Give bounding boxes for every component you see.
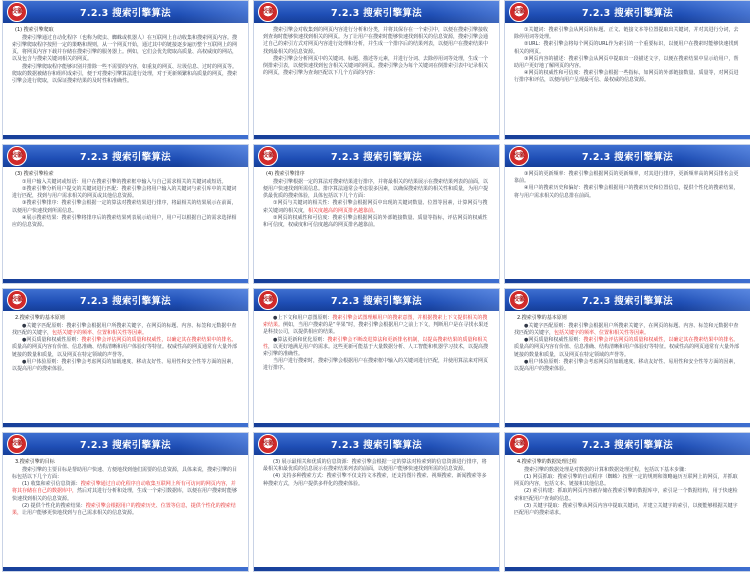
slide-body [505,167,750,200]
paragraph [12,186,239,200]
slide-header [505,1,750,23]
header-decoration [680,433,750,455]
paragraph [514,70,741,84]
paragraph [263,56,490,78]
paragraph [514,41,741,55]
highlighted-text: 搜索引擎会评估网页的质量和权威性，以确定其在搜索结果中的排名。 [81,337,237,344]
paragraph-text: (1) 收集和索引信息资源： [22,481,81,488]
logo-text: 校徽 [512,440,525,447]
paragraph [514,171,741,185]
slide-body [505,455,750,517]
paragraph [514,323,741,337]
logo-text: 校徽 [512,8,525,15]
slide-thumbnail-12[interactable] [504,432,750,572]
paragraph-text: 让用户能够更快地找到与自己需求相关的信息资源。 [22,509,138,516]
slide-thumbnail-9[interactable] [504,288,750,428]
slide-body [254,23,499,77]
paragraph-text: (3) 搜索引擎检索 [15,171,54,177]
header-decoration [429,1,499,23]
slide-header [254,145,499,167]
university-logo-icon [258,434,278,454]
paragraph-text: ④用户的搜索历史和偏好：搜索引擎会根据用户的搜索历史和位置信息，提供个性化的搜索结果，将与用户需求相关的信息排在前面。 [514,185,739,199]
slide-title: 7.2.3 搜索引擎算法 [331,8,422,19]
slide-header [505,145,750,167]
slide-footer-bar [505,135,750,139]
slide-footer-bar [505,567,750,571]
slide-body [3,23,248,85]
paragraph [263,337,490,359]
paragraph [263,27,490,56]
university-logo-icon [509,146,529,166]
slide-title: 7.2.3 搜索引擎算法 [582,152,673,163]
logo-text: 校徽 [261,152,274,159]
paragraph-text: ③搜索引擎排序：搜索引擎会根据一定的算法对搜索结果进行排序，将最相关的结果展示在前面，以便用户快速找到所需信息。 [12,200,237,214]
logo-text: 校徽 [10,296,23,303]
paragraph-text: ②URL：搜索引擎会将每个网页的URL作为索引的一个重要标识，以便用户在搜索时能够快速找到相关的网页。 [514,41,739,55]
section-heading [12,315,239,322]
section-heading [263,171,490,178]
paragraph-text: 2.搜索引擎的基本原则 [15,315,65,321]
paragraph [263,200,490,214]
paragraph-text: 搜索引擎会分析网页中的关键词、标题、描述等元素，并进行分词、去除停用词等处理，生成一个倒排索引表，以便快速找到包含相关关键词的网页。搜索引擎会为每个关键词在倒排索引表中记录相关的网页，搜索引擎为查询匹配以下几个方面的内容： [263,55,489,77]
university-logo-icon [509,290,529,310]
logo-text: 校徽 [261,296,274,303]
slide-title: 7.2.3 搜索引擎算法 [582,440,673,451]
paragraph [12,481,239,503]
section-heading [12,171,239,178]
highlighted-text: 搜索引擎会不断改进算法和更新排名机制，以提高搜索结果的质量和相关性 [263,336,488,350]
paragraph-text: 搜索引擎会对收集到的网页内容进行分析和分类，并将其保存在一个索引中，以便在搜索引擎接收到查询时能够快速找到相关的网页。为了让用户在搜索时能够快速找到相关的信息资源，搜索引擎会通过自己的索引方式对网页内容进行处理和分析，并生成一个排序后的结果列表，以便用户在搜索结果中找到最相关的信息资源。 [263,27,489,55]
slide-body [3,455,248,517]
slide-header [254,433,499,455]
paragraph-text: 搜索引擎的主要目标是帮助用户快速、方便地找到他们需要的信息资源，具体来说，搜索引擎的目标包括以下几个方面： [12,466,238,480]
paragraph-text: ●用户体验原则：搜索引擎会考虑网页的加载速度、移动友好性、易用性和安全性等方面的因素，以提高用户的搜索体验。 [12,358,237,372]
paragraph-text: 搜索引擎根据一定的算法对搜索结果进行排序，并将最相关的结果展示在搜索结果列表的前面，以便用户快速找到所需信息。排序算法通常会考虑很多因素，以确保搜索结果的相关性和质量，为用户提供最优质的搜索体验，具体包括以下几个方面： [263,178,489,200]
slide-footer-bar [254,567,499,571]
paragraph-text: ②网页的权威性和可信度：搜索引擎会根据网页的外部链接数量、质量等指标，评估网页的权威性和可信度，权威度和可信度越高的网页排名越靠前。 [263,214,488,228]
slide-body [254,311,499,373]
paragraph-text: (2) 索引构建：抓取的网页内容被存储在搜索引擎的数据库中，索引是一个数据结构，用于快速检索和匹配用户查询的信息。 [514,488,738,502]
slide-thumbnail-5[interactable] [253,144,500,284]
paragraph [12,323,239,337]
paragraph-text: 搜索引擎通过自动化程序（也称为爬虫、蜘蛛或机器人）在互联网上自动收集和搜索网页内容。搜索引擎爬取程序按照一定的策略和规则，从一个网页开始，通过其中的链接逐步遍历整个互联网上的网页，将网页内容下载并存储在搜索引擎的服务器上。例如，它们会优先爬取高质量、高权威度的网站，以及包含与搜索关键词相关的网页。 [12,34,238,63]
university-logo-icon [509,434,529,454]
slide-thumbnail-8[interactable] [253,288,500,428]
slide-thumbnail-10[interactable] [2,432,249,572]
paragraph [12,503,239,517]
paragraph-text: ③网页的更新频率：搜索引擎会根据网页的更新频率，对其进行排序，更新频率高的网页排名会更靠前。 [514,171,739,185]
slide-footer-bar [505,423,750,427]
university-logo-icon [7,290,27,310]
highlighted-text: 相关度越高的网页排名越靠前。 [308,207,379,214]
slide-header [254,289,499,311]
university-logo-icon [258,146,278,166]
paragraph-text: 3.搜索引擎的目标 [15,459,55,465]
slide-body [254,167,499,229]
paragraph-text: ●关键字匹配原则：搜索引擎会根据用户所搜索关键字，在网页的标题、内容、标签和元数据中查找匹配的关键字， [12,322,237,336]
paragraph [263,358,490,372]
header-decoration [178,1,248,23]
slide-footer-bar [3,423,248,427]
logo-text: 校徽 [512,296,525,303]
highlighted-text: 包括关键字的频率、位置和相关性等因素。 [52,329,148,336]
paragraph-text: ①用户输入关键词或短语：用户在搜索引擎的搜索框中输入与自己需求相关的关键词或短语。 [22,178,227,185]
slide-footer-bar [505,279,750,283]
header-decoration [680,145,750,167]
university-logo-icon [7,2,27,22]
paragraph-text: ●网页质量和权威性原则： [524,337,584,344]
paragraph-text: 然后对其进行分析和处理，生成一个索引数据库，以便在用户搜索时能够快速找到相关的信息资源。 [12,488,238,502]
slide-title: 7.2.3 搜索引擎算法 [80,8,171,19]
paragraph [263,473,490,487]
paragraph-text: ●算法更新和优化原则： [273,336,328,343]
slide-footer-bar [254,279,499,283]
highlighted-text: 包括关键字的频率、位置和相关性等因素。 [554,329,650,336]
logo-text: 校徽 [10,152,23,159]
slide-header [3,1,248,23]
paragraph [12,200,239,214]
paragraph-text: ③网页内容的描述：搜索引擎会从网页中提取出一段描述文字，以便在搜索结果中显示给用户，帮助用户更好地了解网页的内容。 [514,55,739,70]
paragraph-text: 2.搜索引擎的基本原则 [517,315,567,321]
header-decoration [429,289,499,311]
paragraph [12,467,239,481]
paragraph-text: (1) 搜索引擎爬取 [15,27,54,33]
paragraph-text: 质量高的网页内容有价值、信息准确、结构清晰和用户体验好等特征。权威性高的网页通常有大量外部链接的数量和质量，以及网页在特定领域的声誉等。 [12,344,238,358]
slide-footer-bar [3,279,248,283]
slide-body [254,455,499,488]
section-heading [12,459,239,466]
paragraph [263,315,490,337]
paragraph-text: ●用户体验原则：搜索引擎会考虑网页的加载速度、移动友好性、易用性和安全性等方面的因素，以提高用户的搜索体验。 [514,358,739,372]
paragraph-text: ④网页的权威性和可信度：搜索引擎会根据一些指标，如网页的外部链接数量、质量等，对网页进行排序和评估，以便向用户呈现最可信、最权威的信息资源。 [514,70,739,84]
slide-footer-bar [254,423,499,427]
university-logo-icon [258,2,278,22]
paragraph-text: ，以更好地满足用户的需求。这些更新可能基于大量数据分析、人工智能和机器学习技术，以提高搜索引擎的准确性。 [263,343,489,358]
paragraph-text: ①网页与关键词的相关性：搜索引擎会根据网页中出现的关键词数量、位置等因素，计算网页与搜索关键词的相关度， [263,200,488,214]
slide-title: 7.2.3 搜索引擎算法 [331,296,422,307]
paragraph-text: (2) 提供个性化的搜索结果： [22,502,86,509]
paragraph [514,488,741,502]
slide-title: 7.2.3 搜索引擎算法 [80,296,171,307]
paragraph-text: 例如，当用户搜索的是“苹果”时，搜索引擎会根据用户之前上下文，判断用户是在寻找水果还是科技公司，以提供相应的结果。 [263,322,489,336]
paragraph-text: ④展示搜索结果：搜索引擎将排序后的搜索结果列表展示给用户，用户可以根据自己的需求选择相应的信息资源。 [12,214,237,228]
slide-footer-bar [3,567,248,571]
header-decoration [680,289,750,311]
paragraph [514,337,741,359]
paragraph-text: ②搜索引擎分析用户提交的关键词进行匹配：搜索引擎会将用户输入的关键词与索引库中的关键词进行匹配，找到与用户需求相关的网页或其他信息资源。 [12,185,237,200]
paragraph-text: (3) 关键字提取：搜索引擎从网页内容中提取关键词，并建立关键字的索引，以便能够根据关键字匹配用户的搜索请求。 [514,502,738,516]
slide-header [505,289,750,311]
paragraph [12,359,239,373]
university-logo-icon [258,290,278,310]
slide-title: 7.2.3 搜索引擎算法 [582,296,673,307]
slide-title: 7.2.3 搜索引擎算法 [80,440,171,451]
paragraph-text: ●关键字匹配原则：搜索引擎会根据用户所搜索关键字，在网页的标题、内容、标签和元数据中查找匹配的关键字， [514,322,739,336]
slide-header [505,433,750,455]
paragraph-text: (4) 支持多种搜索方式：搜索引擎不仅支持文本搜索，还支持图片搜索、视频搜索、新闻搜索等多种搜索方式，为用户提供多样化的搜索体验。 [263,473,487,487]
highlighted-text: 搜索引擎会评估网页的质量和权威性，以确定其在搜索结果中的排名。 [583,337,739,344]
slide-header [254,1,499,23]
slide-title: 7.2.3 搜索引擎算法 [331,152,422,163]
university-logo-icon [509,2,529,22]
slide-thumbnail-2[interactable] [253,0,500,140]
logo-text: 校徽 [10,8,23,15]
logo-text: 校徽 [261,8,274,15]
paragraph [514,56,741,70]
logo-text: 校徽 [512,152,525,159]
paragraph-text: ●网页质量和权威性原则： [22,337,82,344]
paragraph [12,337,239,359]
section-heading [514,315,741,322]
header-decoration [178,433,248,455]
slide-title: 7.2.3 搜索引擎算法 [331,440,422,451]
section-heading [12,27,239,34]
paragraph [12,64,239,86]
paragraph-text: 4.搜索引擎的数据处理过程 [517,459,577,465]
slide-body [505,23,750,85]
slide-body [3,311,248,373]
paragraph [12,179,239,186]
paragraph [12,35,239,64]
slide-thumbnail-4[interactable] [2,144,249,284]
highlighted-text: 搜索引擎会根据用户的搜索历史、位置等信息，提供个性化的搜索结果， [12,502,236,516]
paragraph [514,467,741,474]
slide-footer-bar [3,135,248,139]
section-heading [514,459,741,466]
slide-thumbnail-7[interactable] [2,288,249,428]
university-logo-icon [7,146,27,166]
paragraph [263,459,490,473]
university-logo-icon [7,434,27,454]
header-decoration [680,1,750,23]
slide-header [3,433,248,455]
slide-header [3,289,248,311]
paragraph [514,185,741,199]
slide-thumbnail-6[interactable] [504,144,750,284]
paragraph-text: 搜索引擎爬取程序能够识别并排除一些不需要的内容，如重复的网页、垃圾信息、过时的网页等。爬取的数据被储存和组织成索引，便于对搜索引擎算法进行处理，对于更新频繁和高质量的网页，搜索引擎会进行爬取，以保证搜索结果的及时性和准确性。 [12,63,238,84]
highlighted-text: 搜索引擎会试图理解用户的搜索意图，并根据搜索上下文提供相关的搜索结果。 [263,315,488,329]
slide-title: 7.2.3 搜索引擎算法 [582,8,673,19]
paragraph [514,474,741,488]
slide-body [3,167,248,229]
slide-header [3,145,248,167]
highlighted-text: 搜索引擎通过自动化程序自动收集互联网上所有可访问的网页内容，并将其存储在自己的数据库中， [12,481,236,495]
header-decoration [429,433,499,455]
slide-thumbnail-11[interactable] [253,432,500,572]
header-decoration [178,145,248,167]
slide-footer-bar [254,135,499,139]
header-decoration [178,289,248,311]
slide-thumbnail-1[interactable] [2,0,249,140]
logo-text: 校徽 [261,440,274,447]
paragraph [514,27,741,41]
paragraph-text: 搜索引擎的数据处理是对数据的计算和数据处理过程，包括以下基本步骤： [524,466,690,473]
header-decoration [429,145,499,167]
paragraph-text: (1) 网页抓取：搜索引擎的自动程序（蜘蛛）按照一定的规则和策略遍历互联网上的网页，并抓取网页的内容，包括文本、链接和其他信息。 [514,473,738,488]
paragraph [263,215,490,229]
slide-body [505,311,750,373]
paragraph-text: ①关键词：搜索引擎会从网页的标题、正文、链接文本等位置提取出关键词，并对其进行分词，去除停用词等处理。 [514,27,739,41]
paragraph [263,179,490,201]
paragraph [514,503,741,517]
paragraph [12,215,239,229]
paragraph-text: (3) 展示最相关和优质的信息资源：搜索引擎会根据一定的算法对检索到的信息资源进行排序，将最相关和最优质的信息展示在搜索结果列表的前面，以便用户能够快速找到所需的信息资源。 [263,459,487,473]
paragraph-text: 质量高的网页内容有价值、信息准确、结构清晰和用户体验好等特征。权威性高的网页通常有大量外部链接的数量和质量，以及网页在特定领域的声誉等。 [514,344,740,358]
logo-text: 校徽 [10,440,23,447]
slide-thumbnail-3[interactable] [504,0,750,140]
paragraph [514,359,741,373]
paragraph-text: ●上下文和用户意图原则： [273,315,333,321]
paragraph-text: 当用户进行搜索时，搜索引擎会根据用户在搜索框中输入的关键词进行匹配，并使用算法来对网页进行排序。 [263,358,489,372]
paragraph-text: (4) 搜索引擎排序 [266,171,305,177]
slide-title: 7.2.3 搜索引擎算法 [80,152,171,163]
